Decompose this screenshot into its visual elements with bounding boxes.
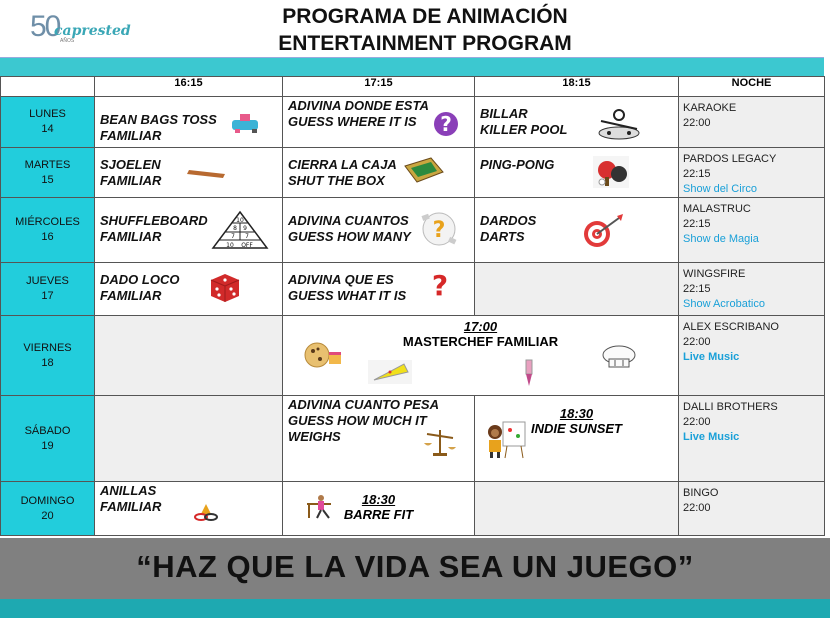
dartboard-icon bbox=[575, 212, 627, 248]
teal-band-top bbox=[0, 57, 824, 77]
event-title: INDIE SUNSET bbox=[530, 421, 622, 436]
cookie-icon bbox=[303, 340, 343, 370]
table-row bbox=[1, 198, 825, 263]
table-row bbox=[1, 316, 825, 396]
night-text bbox=[679, 198, 824, 247]
day-number: 15 bbox=[41, 173, 54, 186]
day-cell bbox=[1, 482, 95, 536]
logo-number: 50 bbox=[30, 10, 60, 43]
day-name: VIERNES bbox=[23, 341, 72, 354]
night-show: Show de Magia bbox=[683, 233, 759, 245]
svg-text:?: ? bbox=[432, 218, 446, 243]
event-line: SHUT THE BOX bbox=[288, 173, 385, 188]
day-cell bbox=[1, 148, 95, 198]
event-cell-wide bbox=[283, 316, 679, 396]
day-number: 20 bbox=[41, 509, 54, 522]
night-act: MALASTRUC bbox=[683, 203, 751, 215]
event-cell bbox=[475, 198, 679, 263]
question-mark-icon bbox=[433, 107, 459, 141]
event-title: BARRE FIT bbox=[343, 507, 414, 522]
empty-cell bbox=[95, 316, 283, 396]
event-cell bbox=[95, 97, 283, 148]
score-label: 9 bbox=[243, 225, 247, 232]
event-cell bbox=[95, 148, 283, 198]
score-label: 10 bbox=[226, 242, 234, 249]
painter-girl-icon bbox=[483, 420, 527, 460]
score-label: OFF bbox=[241, 242, 253, 249]
empty-cell bbox=[95, 396, 283, 482]
event-cell bbox=[95, 263, 283, 316]
event-line: KILLER POOL bbox=[480, 122, 568, 137]
day-number: 19 bbox=[41, 439, 54, 452]
event-line: DARDOS bbox=[480, 213, 537, 228]
chef-hat-icon bbox=[601, 343, 637, 371]
day-number: 14 bbox=[41, 123, 54, 135]
day-name: DOMINGO bbox=[20, 494, 75, 507]
event-cell bbox=[283, 198, 475, 263]
header bbox=[0, 0, 830, 57]
title-spanish: PROGRAMA DE ANIMACIÓN bbox=[282, 5, 568, 28]
night-time: 22:00 bbox=[683, 117, 711, 129]
pool-player-icon bbox=[595, 107, 643, 143]
header-row bbox=[1, 77, 825, 97]
night-time: 22:15 bbox=[683, 283, 711, 295]
event-line: ADIVINA CUANTO PESA bbox=[288, 397, 439, 412]
event-line: GUESS WHERE IT IS bbox=[288, 114, 417, 129]
score-label: 8 bbox=[233, 225, 237, 232]
corner-cell bbox=[1, 77, 95, 97]
event-line: FAMILIAR bbox=[100, 173, 162, 188]
balance-scale-icon bbox=[423, 426, 457, 458]
svg-text:?: ? bbox=[431, 269, 449, 301]
piping-tool-icon bbox=[519, 358, 539, 388]
day-name: MARTES bbox=[24, 158, 71, 171]
event-line: SHUFFLEBOARD bbox=[100, 213, 208, 228]
event-line: ADIVINA CUANTOS bbox=[288, 213, 409, 228]
event-cell bbox=[283, 482, 475, 536]
night-cell bbox=[679, 148, 825, 198]
dice-icon bbox=[207, 272, 241, 304]
night-act: BINGO bbox=[683, 487, 719, 499]
event-line: FAMILIAR bbox=[100, 288, 162, 303]
table-row bbox=[1, 97, 825, 148]
night-cell bbox=[679, 263, 825, 316]
event-cell bbox=[95, 482, 283, 536]
event-line: DADO LOCO bbox=[100, 272, 180, 287]
empty-cell bbox=[475, 482, 679, 536]
column-header: 16:15 bbox=[95, 77, 283, 97]
event-cell bbox=[475, 396, 679, 482]
column-header: 18:15 bbox=[475, 77, 679, 97]
night-show: Live Music bbox=[683, 431, 740, 443]
night-show: Show Acrobatico bbox=[683, 298, 765, 310]
day-name: SÁBADO bbox=[24, 424, 71, 437]
event-line: ANILLAS bbox=[100, 483, 157, 498]
day-cell bbox=[1, 263, 95, 316]
event-text bbox=[475, 148, 678, 173]
guess-how-many-icon bbox=[419, 210, 459, 248]
event-cell bbox=[283, 148, 475, 198]
event-time: 18:30 bbox=[361, 492, 396, 507]
piping-bag-icon bbox=[368, 360, 412, 384]
empty-cell bbox=[475, 263, 679, 316]
night-cell bbox=[679, 198, 825, 263]
event-text bbox=[95, 263, 282, 304]
day-name: JUEVES bbox=[26, 275, 69, 287]
event-line: GUESS HOW MANY bbox=[288, 229, 411, 244]
day-cell bbox=[1, 396, 95, 482]
event-text bbox=[283, 148, 474, 189]
title-english: ENTERTAINMENT PROGRAM bbox=[278, 32, 572, 55]
schedule-table bbox=[0, 76, 825, 536]
event-time: 17:00 bbox=[463, 319, 498, 334]
shuffleboard-triangle-icon bbox=[211, 210, 269, 250]
night-time: 22:00 bbox=[683, 416, 711, 428]
night-cell bbox=[679, 316, 825, 396]
event-line: ADIVINA QUE ES bbox=[288, 272, 394, 287]
night-time: 22:00 bbox=[683, 502, 711, 514]
event-line: GUESS HOW MUCH IT bbox=[288, 413, 427, 428]
event-cell bbox=[475, 148, 679, 198]
day-cell bbox=[1, 97, 95, 148]
svg-text:?: ? bbox=[440, 112, 452, 136]
event-cell bbox=[95, 198, 283, 263]
event-cell bbox=[283, 263, 475, 316]
day-name: MIÉRCOLES bbox=[15, 216, 80, 228]
night-text bbox=[679, 396, 824, 445]
table-row bbox=[1, 396, 825, 482]
event-line: CIERRA LA CAJA bbox=[288, 157, 397, 172]
logo-small-text: AÑOS bbox=[60, 38, 75, 44]
day-number: 17 bbox=[41, 290, 54, 302]
table-row bbox=[1, 148, 825, 198]
night-act: DALLI BROTHERS bbox=[683, 401, 778, 413]
rings-icon bbox=[193, 502, 219, 522]
slogan: “HAZ QUE LA VIDA SEA UN JUEGO” bbox=[136, 549, 694, 584]
table-row bbox=[1, 482, 825, 536]
night-text bbox=[679, 263, 824, 312]
night-cell bbox=[679, 482, 825, 536]
night-time: 22:00 bbox=[683, 336, 711, 348]
event-line: ADIVINA DONDE ESTA bbox=[288, 98, 429, 113]
event-cell bbox=[283, 396, 475, 482]
score-label: 7 bbox=[231, 233, 235, 240]
event-line: FAMILIAR bbox=[100, 229, 162, 244]
day-cell bbox=[1, 316, 95, 396]
night-text bbox=[679, 482, 824, 516]
event-line: SJOELEN bbox=[100, 157, 161, 172]
sjoelen-board-icon bbox=[187, 166, 227, 180]
night-text bbox=[679, 148, 824, 197]
night-act: KARAOKE bbox=[683, 102, 737, 114]
day-cell bbox=[1, 198, 95, 263]
night-text bbox=[679, 316, 824, 365]
event-line: GUESS WHAT IT IS bbox=[288, 288, 407, 303]
score-label: 10 bbox=[236, 217, 244, 224]
night-time: 22:15 bbox=[683, 218, 711, 230]
logo-word: caprested bbox=[54, 23, 131, 39]
red-question-mark-icon bbox=[429, 269, 451, 301]
barre-fit-icon bbox=[305, 492, 333, 520]
night-text bbox=[679, 97, 824, 131]
column-header: NOCHE bbox=[679, 77, 825, 97]
event-line: BEAN BAGS TOSS bbox=[100, 112, 217, 127]
night-act: ALEX ESCRIBANO bbox=[683, 321, 779, 333]
event-line: DARTS bbox=[480, 229, 525, 244]
night-time: 22:15 bbox=[683, 168, 711, 180]
night-show: Live Music bbox=[683, 351, 740, 363]
ping-pong-icon bbox=[593, 156, 629, 188]
night-act: WINGSFIRE bbox=[683, 268, 746, 280]
column-header: 17:15 bbox=[283, 77, 475, 97]
logo bbox=[30, 10, 140, 46]
event-line: PING-PONG bbox=[480, 157, 555, 172]
day-number: 16 bbox=[41, 231, 54, 243]
night-cell bbox=[679, 97, 825, 148]
event-line: BILLAR bbox=[480, 106, 528, 121]
bean-bag-icon bbox=[230, 112, 264, 136]
score-label: 7 bbox=[245, 233, 249, 240]
night-show: Show del Circo bbox=[683, 183, 757, 195]
event-line: WEIGHS bbox=[288, 429, 341, 444]
event-line: FAMILIAR bbox=[100, 499, 162, 514]
table-row bbox=[1, 263, 825, 316]
event-time: 18:30 bbox=[559, 406, 594, 421]
day-number: 18 bbox=[41, 356, 54, 369]
shut-the-box-icon bbox=[401, 156, 445, 186]
event-title: MASTERCHEF FAMILIAR bbox=[402, 334, 559, 349]
event-line: FAMILIAR bbox=[100, 128, 162, 143]
event-cell bbox=[475, 97, 679, 148]
day-name: LUNES bbox=[29, 108, 66, 120]
night-act: PARDOS LEGACY bbox=[683, 153, 777, 165]
footer-teal-band bbox=[0, 599, 830, 618]
event-text bbox=[475, 97, 678, 138]
event-text bbox=[95, 482, 282, 515]
night-cell bbox=[679, 396, 825, 482]
event-cell bbox=[283, 97, 475, 148]
